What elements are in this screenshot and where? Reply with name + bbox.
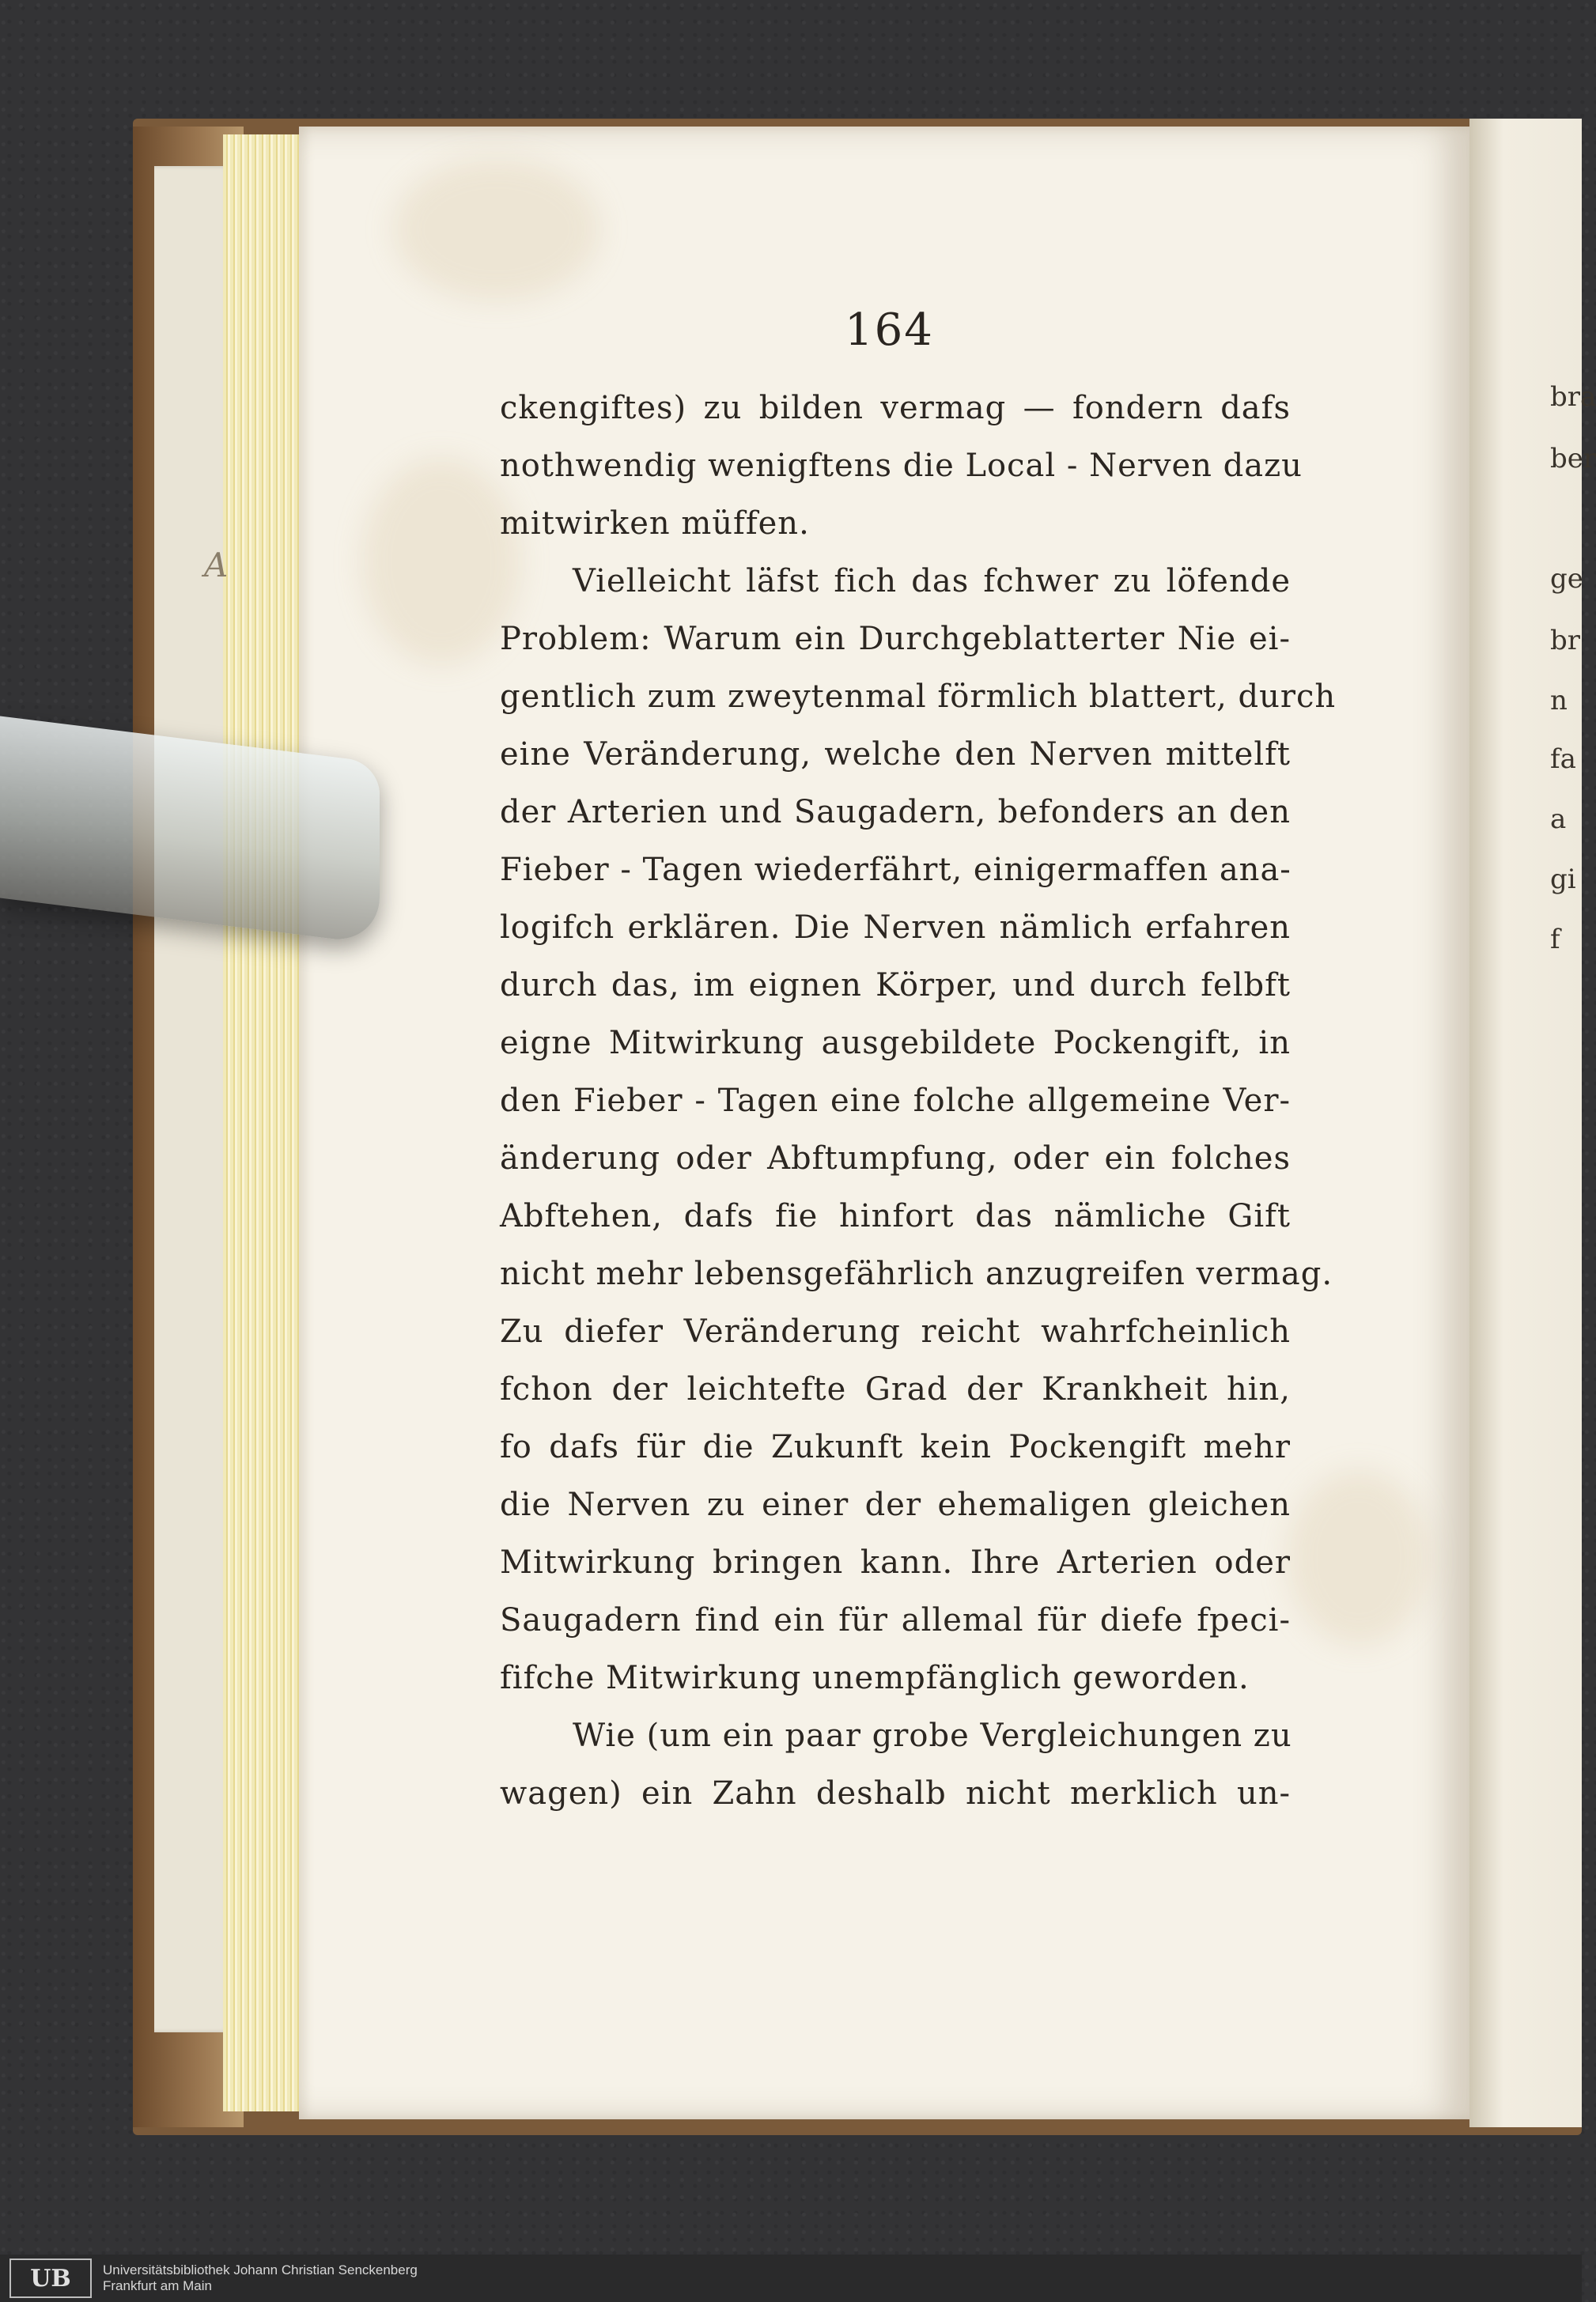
text-line: Vielleicht läfst fich das fchwer zu löfende	[573, 563, 1291, 599]
text-line: durch das, im eignen Körper, und durch felbft	[500, 967, 1291, 1004]
text-line: Wie (um ein paar grobe Vergleichungen zu	[573, 1718, 1292, 1754]
text-line: fchon der leichtefte Grad der Krankheit hin,	[500, 1371, 1291, 1408]
library-logo: UB	[9, 2259, 92, 2298]
page-text	[500, 380, 1337, 1823]
facing-page-fragment: a	[1550, 803, 1567, 835]
text-line: wagen) ein Zahn deshalb nicht merklich un-	[500, 1775, 1291, 1812]
text-line: Problem: Warum ein Durchgeblatterter Nie ei-	[500, 621, 1291, 657]
text-line: der Arterien und Saugadern, befonders an den	[500, 794, 1291, 830]
text-line: Abftehen, dafs fie hinfort das nämliche Gift	[500, 1198, 1291, 1234]
text-line: gentlich zum zweytenmal förmlich blattert, durch	[500, 679, 1337, 715]
text-line: fo dafs für die Zukunft kein Pockengift mehr	[500, 1429, 1291, 1465]
text-line: mitwirken müffen.	[500, 505, 810, 542]
text-line: Zu diefer Veränderung reicht wahrfcheinlich	[500, 1314, 1291, 1350]
facing-page-fragment: gi	[1550, 864, 1576, 895]
page-edges	[223, 134, 302, 2111]
foxing-stain	[1288, 1471, 1430, 1645]
facing-page	[1469, 119, 1582, 2127]
paper-insert	[154, 166, 229, 2032]
facing-page-fragment: n	[1550, 685, 1568, 716]
text-line: eine Veränderung, welche den Nerven mittelft	[500, 736, 1291, 773]
text-line: die Nerven zu einer der ehemaligen gleichen	[500, 1487, 1291, 1523]
page-number: 164	[845, 304, 934, 356]
institution-city: Frankfurt am Main	[103, 2278, 212, 2293]
footer-credit	[103, 2262, 418, 2294]
facing-page-fragment: ber	[1550, 443, 1596, 474]
margin-pencil-note: A	[204, 546, 229, 584]
text-line: nothwendig wenigftens die Local - Nerven dazu	[500, 448, 1303, 484]
text-line: Saugadern find ein für allemal für diefe fpeci-	[500, 1602, 1291, 1639]
facing-page-fragment: fa	[1550, 743, 1576, 775]
text-line: Fieber - Tagen wiederfährt, einigermaffen ana-	[500, 852, 1292, 888]
text-line: logifch erklären. Die Nerven nämlich erfahren	[500, 909, 1291, 946]
text-line: Mitwirkung bringen kann. Ihre Arterien oder	[500, 1544, 1291, 1581]
text-line: den Fieber - Tagen eine folche allgemeine Ver-	[500, 1083, 1291, 1119]
institution-name: Universitätsbibliothek Johann Christian Senckenberg	[103, 2262, 418, 2277]
foxing-stain	[394, 158, 599, 301]
text-line: nicht mehr lebensgefährlich anzugreifen vermag.	[500, 1256, 1333, 1292]
text-line: ckengiftes) zu bilden vermag — fondern dafs	[500, 390, 1291, 426]
text-line: änderung oder Abftumpfung, oder ein folches	[500, 1140, 1291, 1177]
foxing-stain	[362, 459, 520, 664]
facing-page-fragment: bra	[1550, 381, 1596, 413]
text-line: fifche Mitwirkung unempfänglich geworden.	[500, 1660, 1250, 1696]
footer-bar	[0, 2255, 1582, 2302]
facing-page-fragment: f	[1550, 924, 1560, 955]
text-line: eigne Mitwirkung ausgebildete Pockengift, in	[500, 1025, 1291, 1061]
facing-page-fragment: ge	[1550, 563, 1583, 595]
facing-page-fragment: br	[1550, 625, 1581, 656]
